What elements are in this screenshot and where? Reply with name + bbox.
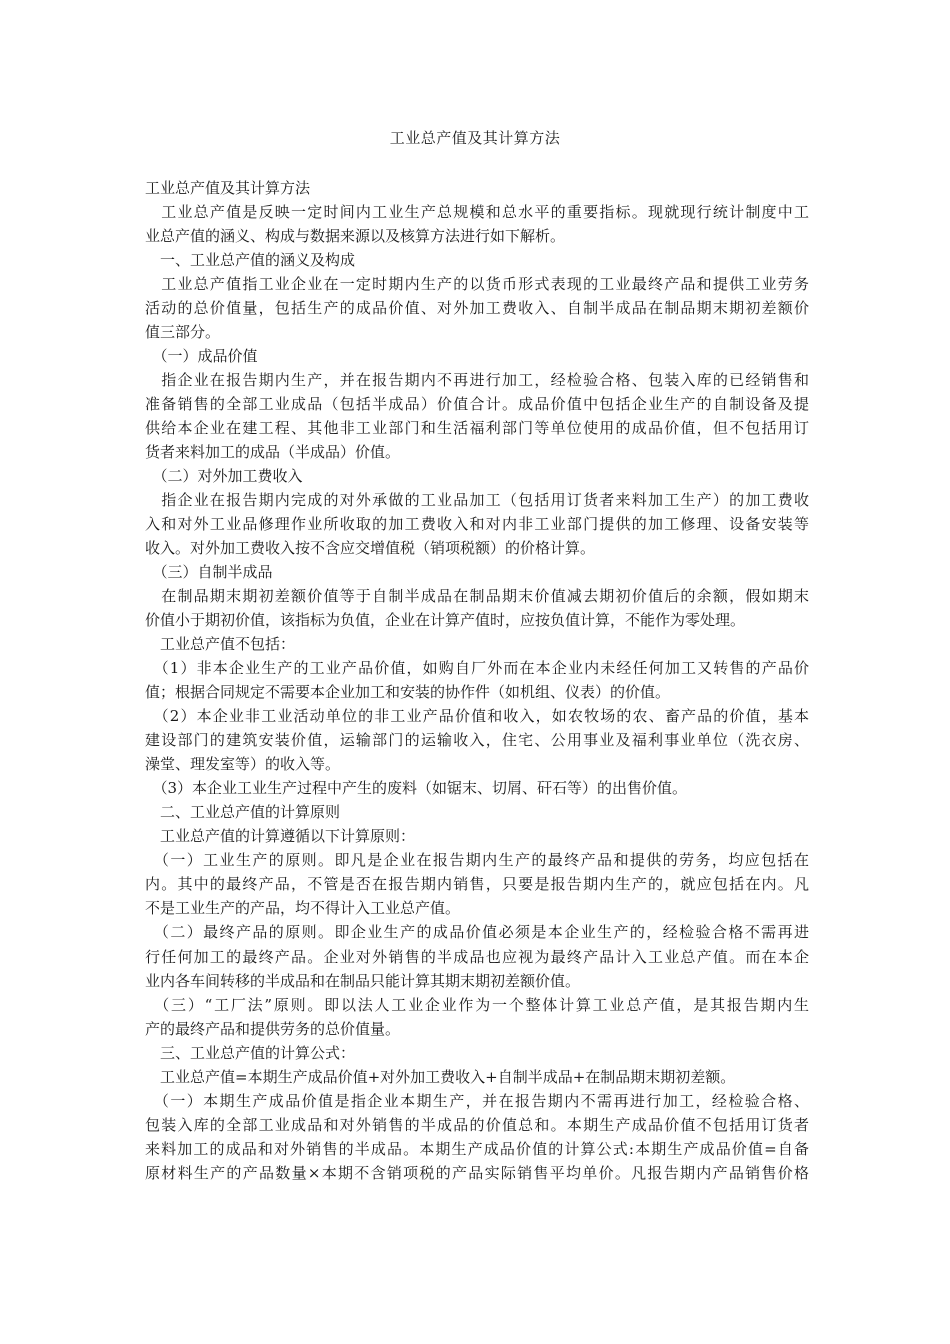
text-line: 收入。对外加工费收入按不含应交增值税（销项税额）的价格计算。 xyxy=(145,539,596,558)
text-line: 供给本企业在建工程、其他非工业部门和生活福利部门等单位使用的成品价值，但不包括用订 xyxy=(145,419,809,438)
text-line: 三、工业总产值的计算公式： xyxy=(145,1043,356,1062)
text-line: 准备销售的全部工业成品（包括半成品）价值合计。成品价值中包括企业生产的自制设备及提 xyxy=(145,395,809,414)
text-line: （一）工业生产的原则。即凡是企业在报告期内生产的最终产品和提供的劳务，均应包括在 xyxy=(145,851,809,870)
text-line: 业内各车间转移的半成品和在制品只能计算其期末期初差额价值。 xyxy=(145,971,581,990)
document-title: 工业总产值及其计算方法 xyxy=(389,129,561,147)
text-line: 不是工业生产的产品，均不得计入工业总产值。 xyxy=(145,899,461,918)
text-line: 工业总产值的计算遵循以下计算原则： xyxy=(145,827,416,846)
text-line: 包装入库的全部工业成品和对外销售的半成品的价值总和。本期生产成品价值不包括用订货者 xyxy=(145,1115,809,1134)
text-line: 工业总产值及其计算方法 xyxy=(145,179,311,197)
text-line: 二、工业总产值的计算原则 xyxy=(145,803,341,822)
text-line: 工业总产值是反映一定时间内工业生产总规模和总水平的重要指标。现就现行统计制度中工 xyxy=(145,203,809,222)
text-line: 活动的总价值量，包括生产的成品价值、对外加工费收入、自制半成品在制品期末期初差额价 xyxy=(145,299,809,318)
text-line: 价值小于期初价值，该指标为负值，企业在计算产值时，应按负值计算，不能作为零处理。 xyxy=(145,611,746,630)
text-line: 货者来料加工的成品（半成品）价值。 xyxy=(145,443,401,462)
text-line: （三）“工厂法”原则。即以法人工业企业作为一个整体计算工业总产值，是其报告期内生 xyxy=(145,995,809,1014)
text-line: （1）非本企业生产的工业产品价值，如购自厂外而在本企业内未经任何加工又转售的产品价 xyxy=(145,659,809,678)
text-line: 产的最终产品和提供劳务的总价值量。 xyxy=(145,1019,401,1038)
text-line: 原材料生产的产品数量×本期不含销项税的产品实际销售平均单价。凡报告期内产品销售价格 xyxy=(145,1163,809,1182)
text-line: 内。其中的最终产品，不管是否在报告期内销售，只要是报告期内生产的，就应包括在内。凡 xyxy=(145,875,809,894)
text-line: 工业总产值不包括： xyxy=(145,635,296,654)
text-line: （一）本期生产成品价值是指企业本期生产，并在报告期内不需再进行加工，经检验合格、 xyxy=(145,1091,809,1110)
text-line: （3）本企业工业生产过程中产生的废料（如锯末、切屑、矸石等）的出售价值。 xyxy=(145,779,688,798)
text-line: 来料加工的成品和对外销售的半成品。本期生产成品价值的计算公式:本期生产成品价值=自备 xyxy=(145,1139,809,1158)
text-line: （一）成品价值 xyxy=(145,347,258,366)
text-line: （三）自制半成品 xyxy=(145,563,273,582)
document-body xyxy=(145,176,809,1185)
text-line: （2）本企业非工业活动单位的非工业产品价值和收入，如农牧场的农、畜产品的价值，基本 xyxy=(145,707,809,726)
text-line: 入和对外工业品修理作业所收取的加工费收入和对内非工业部门提供的加工修理、设备安装等 xyxy=(145,515,809,534)
text-line: （二）最终产品的原则。即企业生产的成品价值必须是本企业生产的，经检验合格不需再进 xyxy=(145,923,809,942)
text-line: 指企业在报告期内生产，并在报告期内不再进行加工，经检验合格、包装入库的已经销售和 xyxy=(145,371,809,390)
text-line: 工业总产值=本期生产成品价值+对外加工费收入+自制半成品+在制品期末期初差额。 xyxy=(145,1067,736,1086)
text-line: 建设部门的建筑安装价值，运输部门的运输收入，住宅、公用事业及福利事业单位（洗衣房、 xyxy=(145,731,809,750)
text-line: 行任何加工的最终产品。企业对外销售的半成品也应视为最终产品计入工业总产值。而在本企 xyxy=(145,947,809,966)
text-line: 值三部分。 xyxy=(145,323,221,342)
text-line: （二）对外加工费收入 xyxy=(145,467,303,486)
text-line: 在制品期末期初差额价值等于自制半成品在制品期末价值减去期初价值后的余额，假如期末 xyxy=(145,587,809,606)
text-line: 一、工业总产值的涵义及构成 xyxy=(145,251,356,270)
text-line: 澡堂、理发室等）的收入等。 xyxy=(145,755,341,774)
text-line: 指企业在报告期内完成的对外承做的工业品加工（包括用订货者来料加工生产）的加工费收 xyxy=(145,491,809,510)
text-line: 工业总产值指工业企业在一定时期内生产的以货币形式表现的工业最终产品和提供工业劳务 xyxy=(145,275,809,294)
text-line: 值；根据合同规定不需要本企业加工和安装的协作件（如机组、仪表）的价值。 xyxy=(145,683,671,702)
text-line: 业总产值的涵义、构成与数据来源以及核算方法进行如下解析。 xyxy=(145,227,566,246)
